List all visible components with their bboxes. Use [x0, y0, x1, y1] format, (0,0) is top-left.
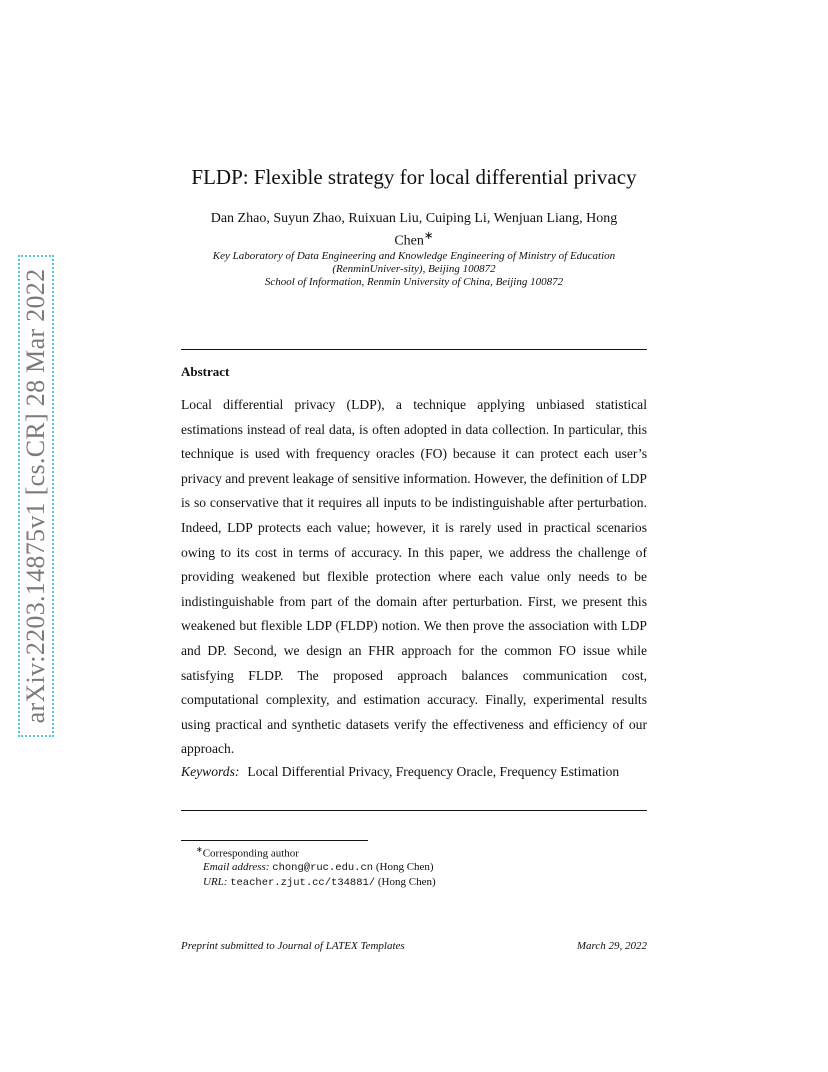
- preprint-note: Preprint submitted to Journal of LATEX Templates: [181, 940, 405, 952]
- abstract-text: Local differential privacy (LDP), a technique applying unbiased statistical estimations instead of real data, is often adopted in data collection. In particular, this technique is used with frequency oracles (FO) because it can protect each user’s privacy and prevent leakage of sensitive information. However, the definition of LDP is so conservative that it requires all inputs to be indistinguishable after perturbation. Indeed, LDP protects each value; however, it is rarely used in practical scenarios owing to its cost in terms of accuracy. In this paper, we address the challenge of providing weakened but flexible protection where each value only needs to be indistinguishable from part of the domain after perturbation. First, we present this weakened but flexible LDP (FLDP) notion. We then prove the association with LDP and DP. Second, we design an FHR approach for the common FO issue while satisfying FLDP. The proposed approach balances communication cost, computational complexity, and estimation accuracy. Finally, experimental results using practical and synthetic datasets verify the effectiveness and efficiency of our approach.: [181, 397, 647, 757]
- keywords-text: Local Differential Privacy, Frequency Oracle, Frequency Estimation: [247, 764, 620, 779]
- affiliation-line-3: School of Information, Renmin University of China, Beijing 100872: [264, 276, 564, 288]
- corresponding-mark: ∗: [423, 229, 434, 242]
- footnote-corresponding: [196, 843, 436, 861]
- affiliation-line-2: (RenminUniver-sity), Beijing 100872: [332, 263, 496, 275]
- paper-title: FLDP: Flexible strategy for local differential privacy: [191, 165, 637, 189]
- url-owner: (Hong Chen): [377, 875, 436, 888]
- author-list: [180, 210, 648, 250]
- abstract-top-rule: [181, 349, 647, 350]
- footnote-corresponding-text: Corresponding author: [202, 847, 299, 860]
- url-link[interactable]: teacher.zjut.cc/t34881/: [230, 876, 376, 889]
- email-owner: (Hong Chen): [375, 861, 434, 874]
- footnote-rule: [181, 840, 368, 841]
- affiliations: [180, 250, 648, 289]
- authors-line-1: Dan Zhao, Suyun Zhao, Ruixuan Liu, Cuiping Li, Wenjuan Liang, Hong: [210, 211, 618, 226]
- abstract-bottom-rule: [181, 810, 647, 811]
- email-label: Email address:: [203, 861, 270, 874]
- affiliation-line-1: Key Laboratory of Data Engineering and Knowledge Engineering of Ministry of Education: [212, 250, 616, 262]
- abstract-heading: Abstract: [181, 364, 230, 379]
- footnote-url: [196, 876, 436, 891]
- authors-line-2: [180, 227, 648, 250]
- authors-line-2-text: Chen: [394, 233, 424, 249]
- footnote-mark: ∗: [196, 845, 203, 854]
- keywords: [181, 760, 621, 785]
- email-link[interactable]: chong@ruc.edu.cn: [272, 862, 374, 875]
- footnote-email: [196, 861, 436, 876]
- url-label: URL:: [203, 875, 228, 888]
- keywords-label: Keywords:: [181, 764, 240, 779]
- arxiv-identifier: arXiv:2203.14875v1 [cs.CR] 28 Mar 2022: [21, 268, 50, 724]
- footnotes: [196, 843, 436, 890]
- preprint-date: March 29, 2022: [576, 940, 647, 952]
